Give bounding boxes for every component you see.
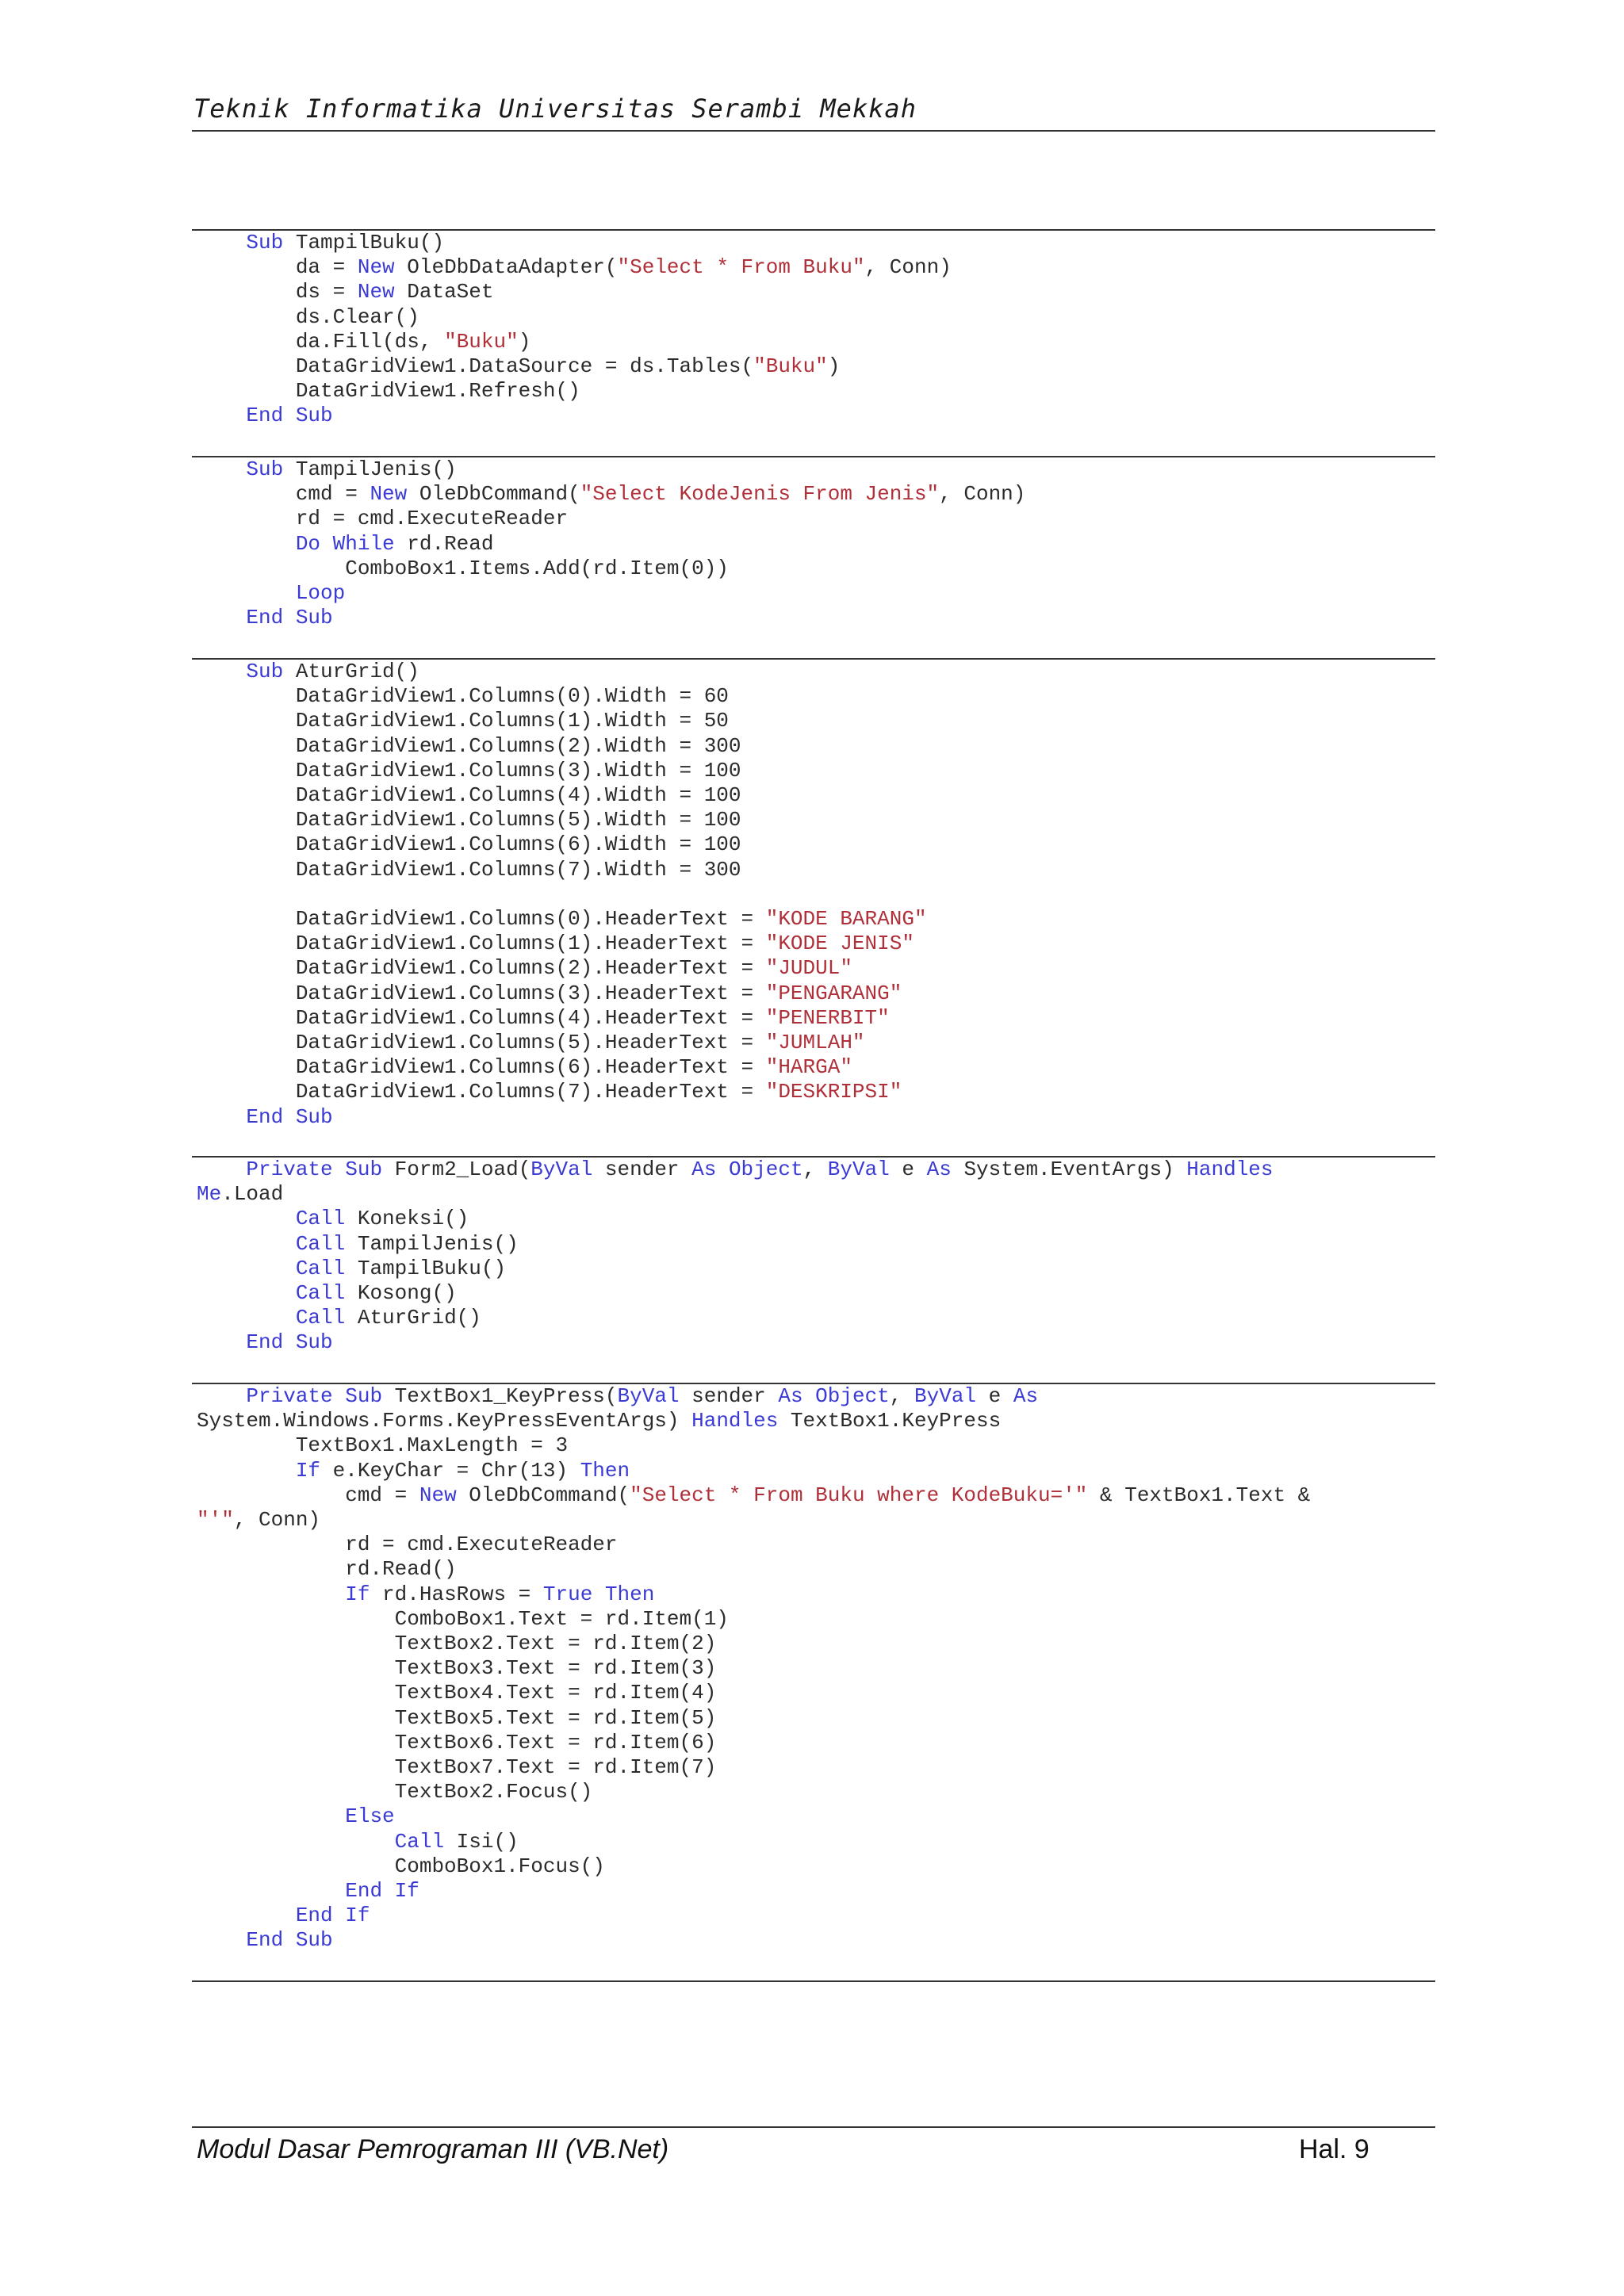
- code-text: TextBox2.Text = rd.Item(2): [197, 1632, 717, 1656]
- code-text: [197, 532, 296, 556]
- code-keyword: New: [419, 1483, 457, 1507]
- code-text: e: [976, 1384, 1013, 1408]
- code-block-form2-load: [197, 1158, 1434, 1356]
- code-keyword: Private Sub: [246, 1384, 383, 1408]
- code-keyword: End Sub: [246, 1330, 333, 1355]
- code-string: "PENERBIT": [765, 1005, 890, 1030]
- code-line: [197, 932, 914, 955]
- code-keyword: End If: [345, 1879, 419, 1904]
- code-text: DataGridView1.Columns(7).Width = 300: [197, 857, 741, 882]
- code-line: [197, 1459, 630, 1483]
- code-text: [197, 1257, 296, 1280]
- code-text: TextBox7.Text = rd.Item(7): [197, 1755, 717, 1780]
- code-string: "Select * From Buku where KodeBuku='": [630, 1483, 1088, 1507]
- code-string: "Buku": [753, 354, 828, 379]
- code-text: [197, 1459, 296, 1483]
- code-text: OleDbDataAdapter(: [394, 255, 618, 280]
- code-keyword: Call: [295, 1306, 346, 1330]
- code-text: DataGridView1.Columns(2).Width = 300: [197, 733, 741, 758]
- code-keyword: Sub: [246, 231, 284, 254]
- page-number: Hal. 9: [1299, 2134, 1369, 2164]
- code-line: [197, 1384, 1038, 1408]
- code-text: [197, 1904, 296, 1927]
- code-keyword: Loop: [295, 581, 346, 606]
- code-text: DataGridView1.Columns(6).Width = 100: [197, 832, 741, 857]
- code-block-tampil-jenis: [197, 457, 1434, 630]
- code-text: [197, 1928, 246, 1952]
- code-line: [197, 1257, 506, 1280]
- code-string: "HARGA": [765, 1055, 852, 1080]
- code-line: [197, 1508, 320, 1532]
- code-line: [197, 734, 741, 758]
- code-text: ): [827, 354, 841, 379]
- code-keyword: ByVal: [827, 1158, 890, 1181]
- code-text: [197, 1879, 345, 1903]
- code-line: [197, 1755, 716, 1779]
- code-text: e.KeyChar = Chr(13): [320, 1458, 580, 1483]
- code-line: [197, 832, 741, 856]
- code-text: [197, 1158, 246, 1181]
- code-line: [197, 557, 729, 580]
- code-line: [197, 1879, 419, 1903]
- code-keyword: Sub: [246, 660, 284, 683]
- code-text: rd.Read(): [197, 1557, 457, 1582]
- code-line: [197, 1804, 395, 1828]
- code-keyword: ByVal: [530, 1158, 593, 1181]
- code-line: [197, 956, 852, 980]
- code-keyword: End If: [295, 1904, 370, 1928]
- code-keyword: Call: [295, 1256, 346, 1280]
- code-string: "KODE JENIS": [765, 932, 914, 956]
- code-block-atur-grid: [197, 660, 1434, 1130]
- code-end-rule: [192, 1980, 1435, 1982]
- code-line: [197, 305, 419, 329]
- code-text: [197, 1207, 296, 1230]
- code-line: [197, 907, 927, 931]
- code-text: [197, 1804, 345, 1828]
- code-text: TextBox1.KeyPress: [778, 1409, 1002, 1433]
- code-keyword: End Sub: [246, 606, 333, 630]
- code-keyword: Call: [295, 1231, 346, 1256]
- code-keyword: End Sub: [246, 1104, 333, 1129]
- code-line: [197, 858, 741, 882]
- code-text: [197, 660, 246, 683]
- code-keyword: ByVal: [914, 1384, 977, 1408]
- code-text: [197, 1105, 246, 1129]
- code-line: [197, 1928, 333, 1952]
- code-text: DataGridView1.Columns(3).Width = 100: [197, 758, 741, 783]
- code-line: [197, 1681, 716, 1705]
- code-line: [197, 1232, 519, 1256]
- code-keyword: Else: [345, 1804, 395, 1829]
- code-keyword: Then: [580, 1458, 630, 1483]
- code-line: [197, 808, 741, 832]
- code-text: DataGridView1.Refresh(): [197, 379, 580, 404]
- code-line: [197, 1055, 852, 1079]
- code-keyword: If: [345, 1582, 370, 1606]
- code-text: ): [518, 329, 531, 354]
- code-keyword: If: [295, 1458, 321, 1483]
- code-text: TextBox4.Text = rd.Item(4): [197, 1681, 717, 1705]
- footer-module-title: Modul Dasar Pemrograman III (VB.Net): [197, 2134, 669, 2164]
- code-line: [197, 1182, 283, 1206]
- code-keyword: As: [1013, 1384, 1039, 1408]
- code-text: DataGridView1.Columns(3).HeaderText =: [197, 981, 766, 1005]
- code-line: [197, 482, 1025, 506]
- code-line: [197, 1433, 568, 1457]
- code-line: [197, 982, 902, 1005]
- code-text: ds =: [197, 280, 358, 304]
- code-line: [197, 1409, 1001, 1433]
- code-text: DataGridView1.Columns(0).HeaderText =: [197, 907, 766, 932]
- code-keyword: New: [370, 482, 408, 507]
- code-text: [197, 1330, 246, 1354]
- code-text: [197, 231, 246, 254]
- code-string: "Select * From Buku": [617, 255, 865, 280]
- code-line: [197, 404, 333, 427]
- code-text: OleDbCommand(: [456, 1483, 630, 1507]
- code-keyword: As Object: [778, 1384, 890, 1408]
- code-text: ComboBox1.Focus(): [197, 1854, 605, 1878]
- code-keyword: End Sub: [246, 404, 333, 428]
- code-line: [197, 759, 741, 783]
- code-text: .Load: [221, 1182, 284, 1207]
- code-block-textbox1-keypress: [197, 1384, 1434, 1954]
- code-line: [197, 532, 493, 556]
- code-text: ds.Clear(): [197, 304, 419, 329]
- code-text: DataGridView1.Columns(0).Width = 60: [197, 684, 729, 709]
- code-text: DataGridView1.Columns(7).HeaderText =: [197, 1080, 766, 1104]
- code-text: Form2_Load(: [382, 1158, 531, 1181]
- code-line: [197, 231, 444, 254]
- code-line: [197, 1533, 618, 1556]
- code-text: TextBox3.Text = rd.Item(3): [197, 1656, 717, 1681]
- code-line: [197, 581, 345, 605]
- code-string: "JUDUL": [765, 956, 852, 981]
- code-line: [197, 1731, 716, 1755]
- code-text: [197, 606, 246, 629]
- code-string: "Buku": [444, 329, 519, 354]
- code-keyword: Private Sub: [246, 1158, 383, 1181]
- code-text: e: [889, 1158, 927, 1181]
- code-text: DataGridView1.Columns(5).Width = 100: [197, 808, 741, 832]
- code-line: [197, 457, 457, 481]
- code-text: rd = cmd.ExecuteReader: [197, 507, 569, 531]
- code-text: da.Fill(ds,: [197, 329, 445, 354]
- code-line: [197, 1830, 519, 1854]
- code-text: ComboBox1.Text = rd.Item(1): [197, 1606, 729, 1631]
- code-line: [197, 783, 741, 807]
- code-text: Isi(): [444, 1829, 519, 1854]
- code-line: [197, 1158, 1274, 1181]
- code-text: [197, 404, 246, 427]
- code-line: [197, 1632, 716, 1655]
- code-text: AturGrid(): [283, 660, 419, 683]
- code-text: cmd =: [197, 1483, 419, 1507]
- code-keyword: Me: [197, 1182, 222, 1207]
- code-text: , Conn): [864, 255, 952, 280]
- code-text: [197, 1384, 246, 1408]
- code-keyword: End Sub: [246, 1928, 333, 1953]
- code-line: [197, 1281, 457, 1305]
- code-text: TextBox1_KeyPress(: [382, 1384, 618, 1408]
- code-keyword: As Object: [691, 1158, 803, 1181]
- code-text: DataGridView1.DataSource = ds.Tables(: [197, 354, 754, 379]
- code-line: [197, 280, 493, 304]
- code-line: [197, 684, 729, 708]
- code-keyword: ByVal: [617, 1384, 680, 1408]
- code-keyword: Call: [295, 1281, 346, 1306]
- code-line: [197, 255, 952, 279]
- code-text: rd.Read: [394, 531, 494, 556]
- code-text: Kosong(): [345, 1281, 457, 1306]
- code-text: sender: [679, 1384, 779, 1408]
- code-keyword: Handles: [1186, 1158, 1274, 1181]
- code-line: [197, 1306, 481, 1330]
- code-text: TampilBuku(): [345, 1256, 507, 1280]
- code-keyword: Do While: [295, 531, 395, 556]
- code-text: [197, 581, 296, 605]
- code-keyword: Call: [394, 1829, 445, 1854]
- code-string: "'": [197, 1508, 234, 1533]
- code-text: DataGridView1.Columns(6).HeaderText =: [197, 1055, 766, 1080]
- code-text: [197, 1232, 296, 1256]
- code-text: TampilBuku(): [283, 231, 445, 254]
- code-text: , Conn): [939, 482, 1026, 507]
- code-text: DataGridView1.Columns(2).HeaderText =: [197, 956, 766, 981]
- code-line: [197, 330, 530, 354]
- code-keyword: Call: [295, 1207, 346, 1231]
- code-line: [197, 1656, 716, 1680]
- code-text: TampilJenis(): [345, 1231, 519, 1256]
- code-line: [197, 354, 840, 378]
- code-text: System.Windows.Forms.KeyPressEventArgs): [197, 1409, 692, 1433]
- code-text: DataSet: [394, 280, 494, 304]
- code-line: [197, 1031, 865, 1054]
- code-text: [197, 1830, 395, 1854]
- code-text: TampilJenis(): [283, 457, 457, 481]
- code-line: [197, 1105, 333, 1129]
- code-text: , Conn): [233, 1508, 321, 1533]
- code-keyword: New: [357, 280, 395, 304]
- code-line: [197, 1706, 716, 1730]
- code-line: [197, 1006, 890, 1030]
- code-text: [197, 457, 246, 481]
- code-text: & TextBox1.Text &: [1087, 1483, 1311, 1507]
- code-line: [197, 1080, 902, 1104]
- code-text: AturGrid(): [345, 1306, 481, 1330]
- code-line: [197, 1582, 654, 1606]
- code-string: "JUMLAH": [765, 1031, 865, 1055]
- code-line: [197, 660, 419, 683]
- code-text: DataGridView1.Columns(1).Width = 50: [197, 709, 729, 733]
- code-text: rd = cmd.ExecuteReader: [197, 1533, 618, 1557]
- code-line: [197, 1607, 729, 1631]
- code-text: TextBox5.Text = rd.Item(5): [197, 1705, 717, 1730]
- code-text: ,: [802, 1158, 828, 1181]
- code-text: sender: [592, 1158, 692, 1181]
- code-text: rd.HasRows =: [370, 1582, 543, 1606]
- code-text: ComboBox1.Items.Add(rd.Item(0)): [197, 556, 729, 580]
- code-line: [197, 379, 580, 403]
- code-text: TextBox2.Focus(): [197, 1780, 593, 1804]
- page-header: Teknik Informatika Universitas Serambi Mekkah: [193, 94, 917, 124]
- code-text: cmd =: [197, 482, 370, 507]
- code-text: DataGridView1.Columns(1).HeaderText =: [197, 932, 766, 956]
- code-string: "KODE BARANG": [765, 907, 927, 932]
- code-line: [197, 1330, 333, 1354]
- code-text: [197, 1281, 296, 1305]
- code-text: da =: [197, 255, 358, 280]
- code-text: DataGridView1.Columns(5).HeaderText =: [197, 1031, 766, 1055]
- code-text: Koneksi(): [345, 1207, 469, 1231]
- code-string: "DESKRIPSI": [765, 1080, 902, 1104]
- code-text: DataGridView1.Columns(4).HeaderText =: [197, 1005, 766, 1030]
- code-line: [197, 1557, 457, 1581]
- code-keyword: New: [357, 255, 395, 280]
- code-text: [197, 1306, 296, 1330]
- code-line: [197, 507, 568, 530]
- code-text: [197, 1582, 345, 1606]
- code-line: [197, 1483, 1310, 1507]
- header-rule: [192, 130, 1435, 132]
- code-text: OleDbCommand(: [407, 482, 580, 507]
- code-text: TextBox1.MaxLength = 3: [197, 1433, 569, 1458]
- code-keyword: Handles: [691, 1409, 779, 1433]
- code-line: [197, 709, 729, 733]
- code-line: [197, 1207, 469, 1230]
- code-text: ,: [889, 1384, 915, 1408]
- code-string: "PENGARANG": [765, 981, 902, 1005]
- code-keyword: Sub: [246, 457, 284, 481]
- code-text: DataGridView1.Columns(4).Width = 100: [197, 783, 741, 808]
- code-line: [197, 1904, 370, 1927]
- code-line: [197, 1780, 592, 1804]
- code-text: TextBox6.Text = rd.Item(6): [197, 1730, 717, 1755]
- code-text: System.EventArgs): [951, 1158, 1187, 1181]
- code-block-tampil-buku: [197, 231, 1434, 429]
- code-line: [197, 1854, 605, 1878]
- code-keyword: True Then: [542, 1582, 655, 1606]
- footer-rule: [192, 2126, 1435, 2128]
- code-line: [197, 606, 333, 629]
- code-string: "Select KodeJenis From Jenis": [580, 482, 940, 507]
- code-keyword: As: [926, 1158, 952, 1181]
